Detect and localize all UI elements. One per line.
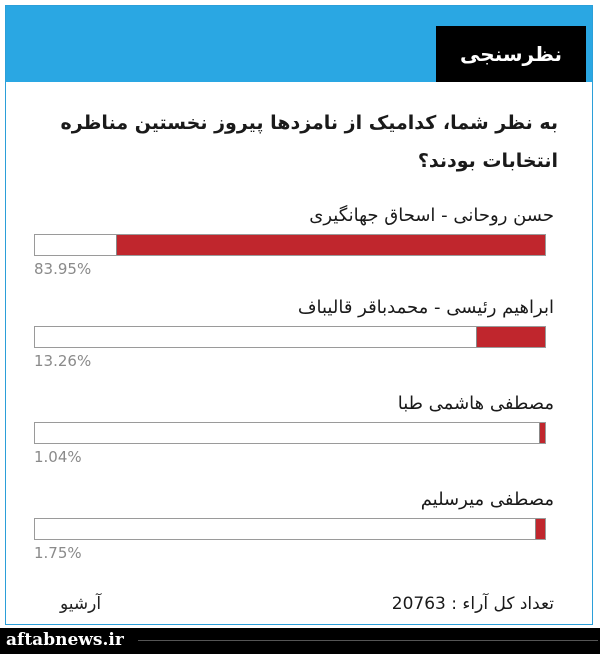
- watermark-bar: [0, 628, 600, 654]
- poll-question: به نظر شما، کدامیک از نامزدها پیروز نخستین مناظره انتخابات بودند؟: [60, 112, 558, 172]
- archive-link[interactable]: آرشیو: [60, 594, 102, 614]
- result-bar-fill: [539, 423, 545, 443]
- poll-option-2: [34, 296, 554, 386]
- result-bar-track: [34, 422, 546, 444]
- result-bar-track: [34, 326, 546, 348]
- option-label: حسن روحانی - اسحاق جهانگیری: [309, 205, 554, 226]
- poll-option-1: [34, 204, 554, 294]
- poll-widget: [5, 5, 593, 625]
- result-bar-fill: [476, 327, 545, 347]
- poll-header: [6, 6, 592, 82]
- option-label: مصطفی هاشمی طبا: [397, 393, 554, 414]
- result-bar-track: [34, 234, 546, 256]
- option-label: مصطفی میرسلیم: [420, 489, 554, 510]
- result-percent: 13.26%: [34, 352, 92, 370]
- result-percent: 1.04%: [34, 448, 82, 466]
- option-label: ابراهیم رئیسی - محمدباقر قالیباف: [297, 297, 554, 318]
- total-votes-label: تعداد کل آراء :: [451, 594, 554, 614]
- total-votes: [392, 594, 554, 614]
- poll-option-4: [34, 488, 554, 578]
- result-percent: 1.75%: [34, 544, 82, 562]
- poll-title: نظرسنجی: [436, 26, 586, 82]
- total-votes-value: 20763: [391, 594, 446, 614]
- poll-option-3: [34, 392, 554, 482]
- watermark-rule: [138, 640, 598, 641]
- result-bar-fill: [535, 519, 545, 539]
- result-bar-fill: [116, 235, 545, 255]
- site-watermark: aftabnews.ir: [6, 630, 124, 650]
- result-bar-track: [34, 518, 546, 540]
- result-percent: 83.95%: [34, 260, 92, 278]
